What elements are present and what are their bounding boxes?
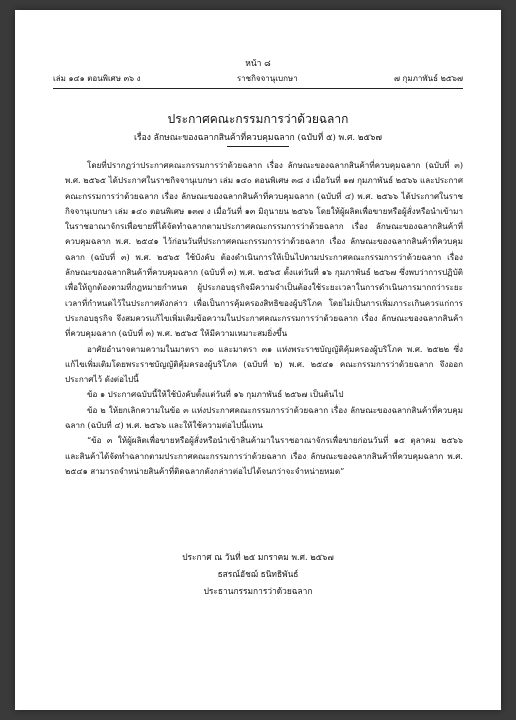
volume-info: เล่ม ๑๔๑ ตอนพิเศษ ๓๖ ง [53, 74, 141, 83]
announcement-title: ประกาศคณะกรรมการว่าด้วยฉลาก [167, 112, 349, 126]
publication-date: ๗ กุมภาพันธ์ ๒๕๖๗ [393, 74, 463, 83]
clause-1: ข้อ ๑ ประกาศฉบับนี้ให้ใช้บังคับตั้งแต่วันที่ ๑๖ กุมภาพันธ์ ๒๕๖๗ เป็นต้นไป [87, 389, 344, 400]
signature-date: ประกาศ ณ วันที่ ๒๕ มกราคม พ.ศ. ๒๕๖๗ [182, 552, 334, 562]
preamble-paragraph: โดยที่ปรากฏว่าประกาศคณะกรรมการว่าด้วยฉลาก เรื่อง ลักษณะของฉลากสินค้าที่ควบคุมฉลาก (ฉบับที่ ๓) พ.ศ. ๒๕๖๕ ได้ประกาศในราชกิจจานุเบกษา เล่ม ๑๔๐ ตอนพิเศษ ๓๘ ง เมื่อวันที่ ๑๗ กุมภาพันธ์ ๒๕๖๖ และประกาศคณะกรรมการว่าด้วยฉลาก เรื่อง ลักษณะของฉลากสินค้าที่ควบคุมฉลาก (ฉบับที่ ๔) พ.ศ. ๒๕๖๖ ได้ประกาศในราชกิจจานุเบกษา เล่ม ๑๔๐ ตอนพิเศษ ๑๓๗ ง เมื่อวันที่ ๑๓ มิถุนายน ๒๕๖๖ โดยให้ผู้ผลิตเพื่อขายหรือผู้สั่งหรือนำเข้ามาในราชอาณาจักรเพื่อขายที่ได้จัดทำฉลากตามประกาศคณะกรรมการว่าด้วยฉลาก เรื่อง ลักษณะของฉลากสินค้าที่ควบคุมฉลาก พ.ศ. ๒๕๔๑ ไว้ก่อนวันที่ประกาศคณะกรรมการว่าด้วยฉลาก เรื่อง ลักษณะของฉลากสินค้าที่ควบคุมฉลาก (ฉบับที่ ๓) พ.ศ. ๒๕๖๕ ใช้บังคับ ต้องดำเนินการให้เป็นไปตามประกาศคณะกรรมการว่าด้วยฉลาก เรื่อง ลักษณะของฉลากสินค้าที่ควบคุมฉลาก (ฉบับที่ ๓) พ.ศ. ๒๕๖๕ ตั้งแต่วันที่ ๑๖ กุมภาพันธ์ ๒๕๖๗ ซึ่งพบว่าการปฏิบัติเพื่อให้ถูกต้องตามที่กฎหมายกำหนด ผู้ประกอบธุรกิจมีความจำเป็นต้องใช้ระยะเวลาในการดำเนินการมากกว่าระยะเวลาที่กำหนดไว้ในประกาศดังกล่าว เพื่อเป็นการคุ้มครองสิทธิของผู้บริโภค โดยไม่เป็นการเพิ่มภาระเกินควรแก่การประกอบธุรกิจ จึงสมควรแก้ไขเพิ่มเติมข้อความในประกาศคณะกรรมการว่าด้วยฉลาก เรื่อง ลักษณะของฉลากสินค้าที่ควบคุมฉลาก (ฉบับที่ ๓) พ.ศ. ๒๕๖๕ ให้มีความเหมาะสมยิ่งขึ้น [65, 160, 463, 339]
gazette-page [15, 10, 501, 710]
announcement-subject: เรื่อง ลักษณะของฉลากสินค้าที่ควบคุมฉลาก (ฉบับที่ ๕) พ.ศ. ๒๕๖๗ [134, 133, 382, 143]
header-rule [53, 88, 463, 89]
announcement-body [65, 158, 463, 479]
clause-2: ข้อ ๒ ให้ยกเลิกความในข้อ ๓ แห่งประกาศคณะกรรมการว่าด้วยฉลาก เรื่อง ลักษณะของฉลากสินค้าที่ควบคุมฉลาก (ฉบับที่ ๔) พ.ศ. ๒๕๖๖ และให้ใช้ความต่อไปนี้แทน [65, 404, 463, 431]
authority-paragraph: อาศัยอำนาจตามความในมาตรา ๓๐ และมาตรา ๓๑ แห่งพระราชบัญญัติคุ้มครองผู้บริโภค พ.ศ. ๒๕๒๒ ซึ่งแก้ไขเพิ่มเติมโดยพระราชบัญญัติคุ้มครองผู้บริโภค (ฉบับที่ ๒) พ.ศ. ๒๕๔๑ คณะกรรมการว่าด้วยฉลาก จึงออกประกาศไว้ ดังต่อไปนี้ [65, 343, 463, 385]
signatory-position: ประธานกรรมการว่าด้วยฉลาก [203, 586, 313, 596]
running-header [53, 72, 463, 85]
signatory-name: ธสรณ์อัชฌ์ ธนิทธิพันธ์ [217, 569, 299, 579]
page-number: หน้า ๘ [245, 59, 271, 69]
publication-name: ราชกิจจานุเบกษา [236, 74, 298, 83]
title-separator [227, 146, 289, 147]
clause-3-quote: “ข้อ ๓ ให้ผู้ผลิตเพื่อขายหรือผู้สั่งหรือนำเข้าสินค้ามาในราชอาณาจักรเพื่อขายก่อนวันที่ ๑๕ ตุลาคม ๒๕๖๖ และสินค้าได้จัดทำฉลากตามประกาศคณะกรรมการว่าด้วยฉลาก เรื่อง ลักษณะของฉลากสินค้าที่ควบคุมฉลาก พ.ศ. ๒๕๔๑ สามารถจำหน่ายสินค้าที่ติดฉลากดังกล่าวต่อไปได้จนกว่าจะจำหน่ายหมด” [65, 435, 463, 476]
